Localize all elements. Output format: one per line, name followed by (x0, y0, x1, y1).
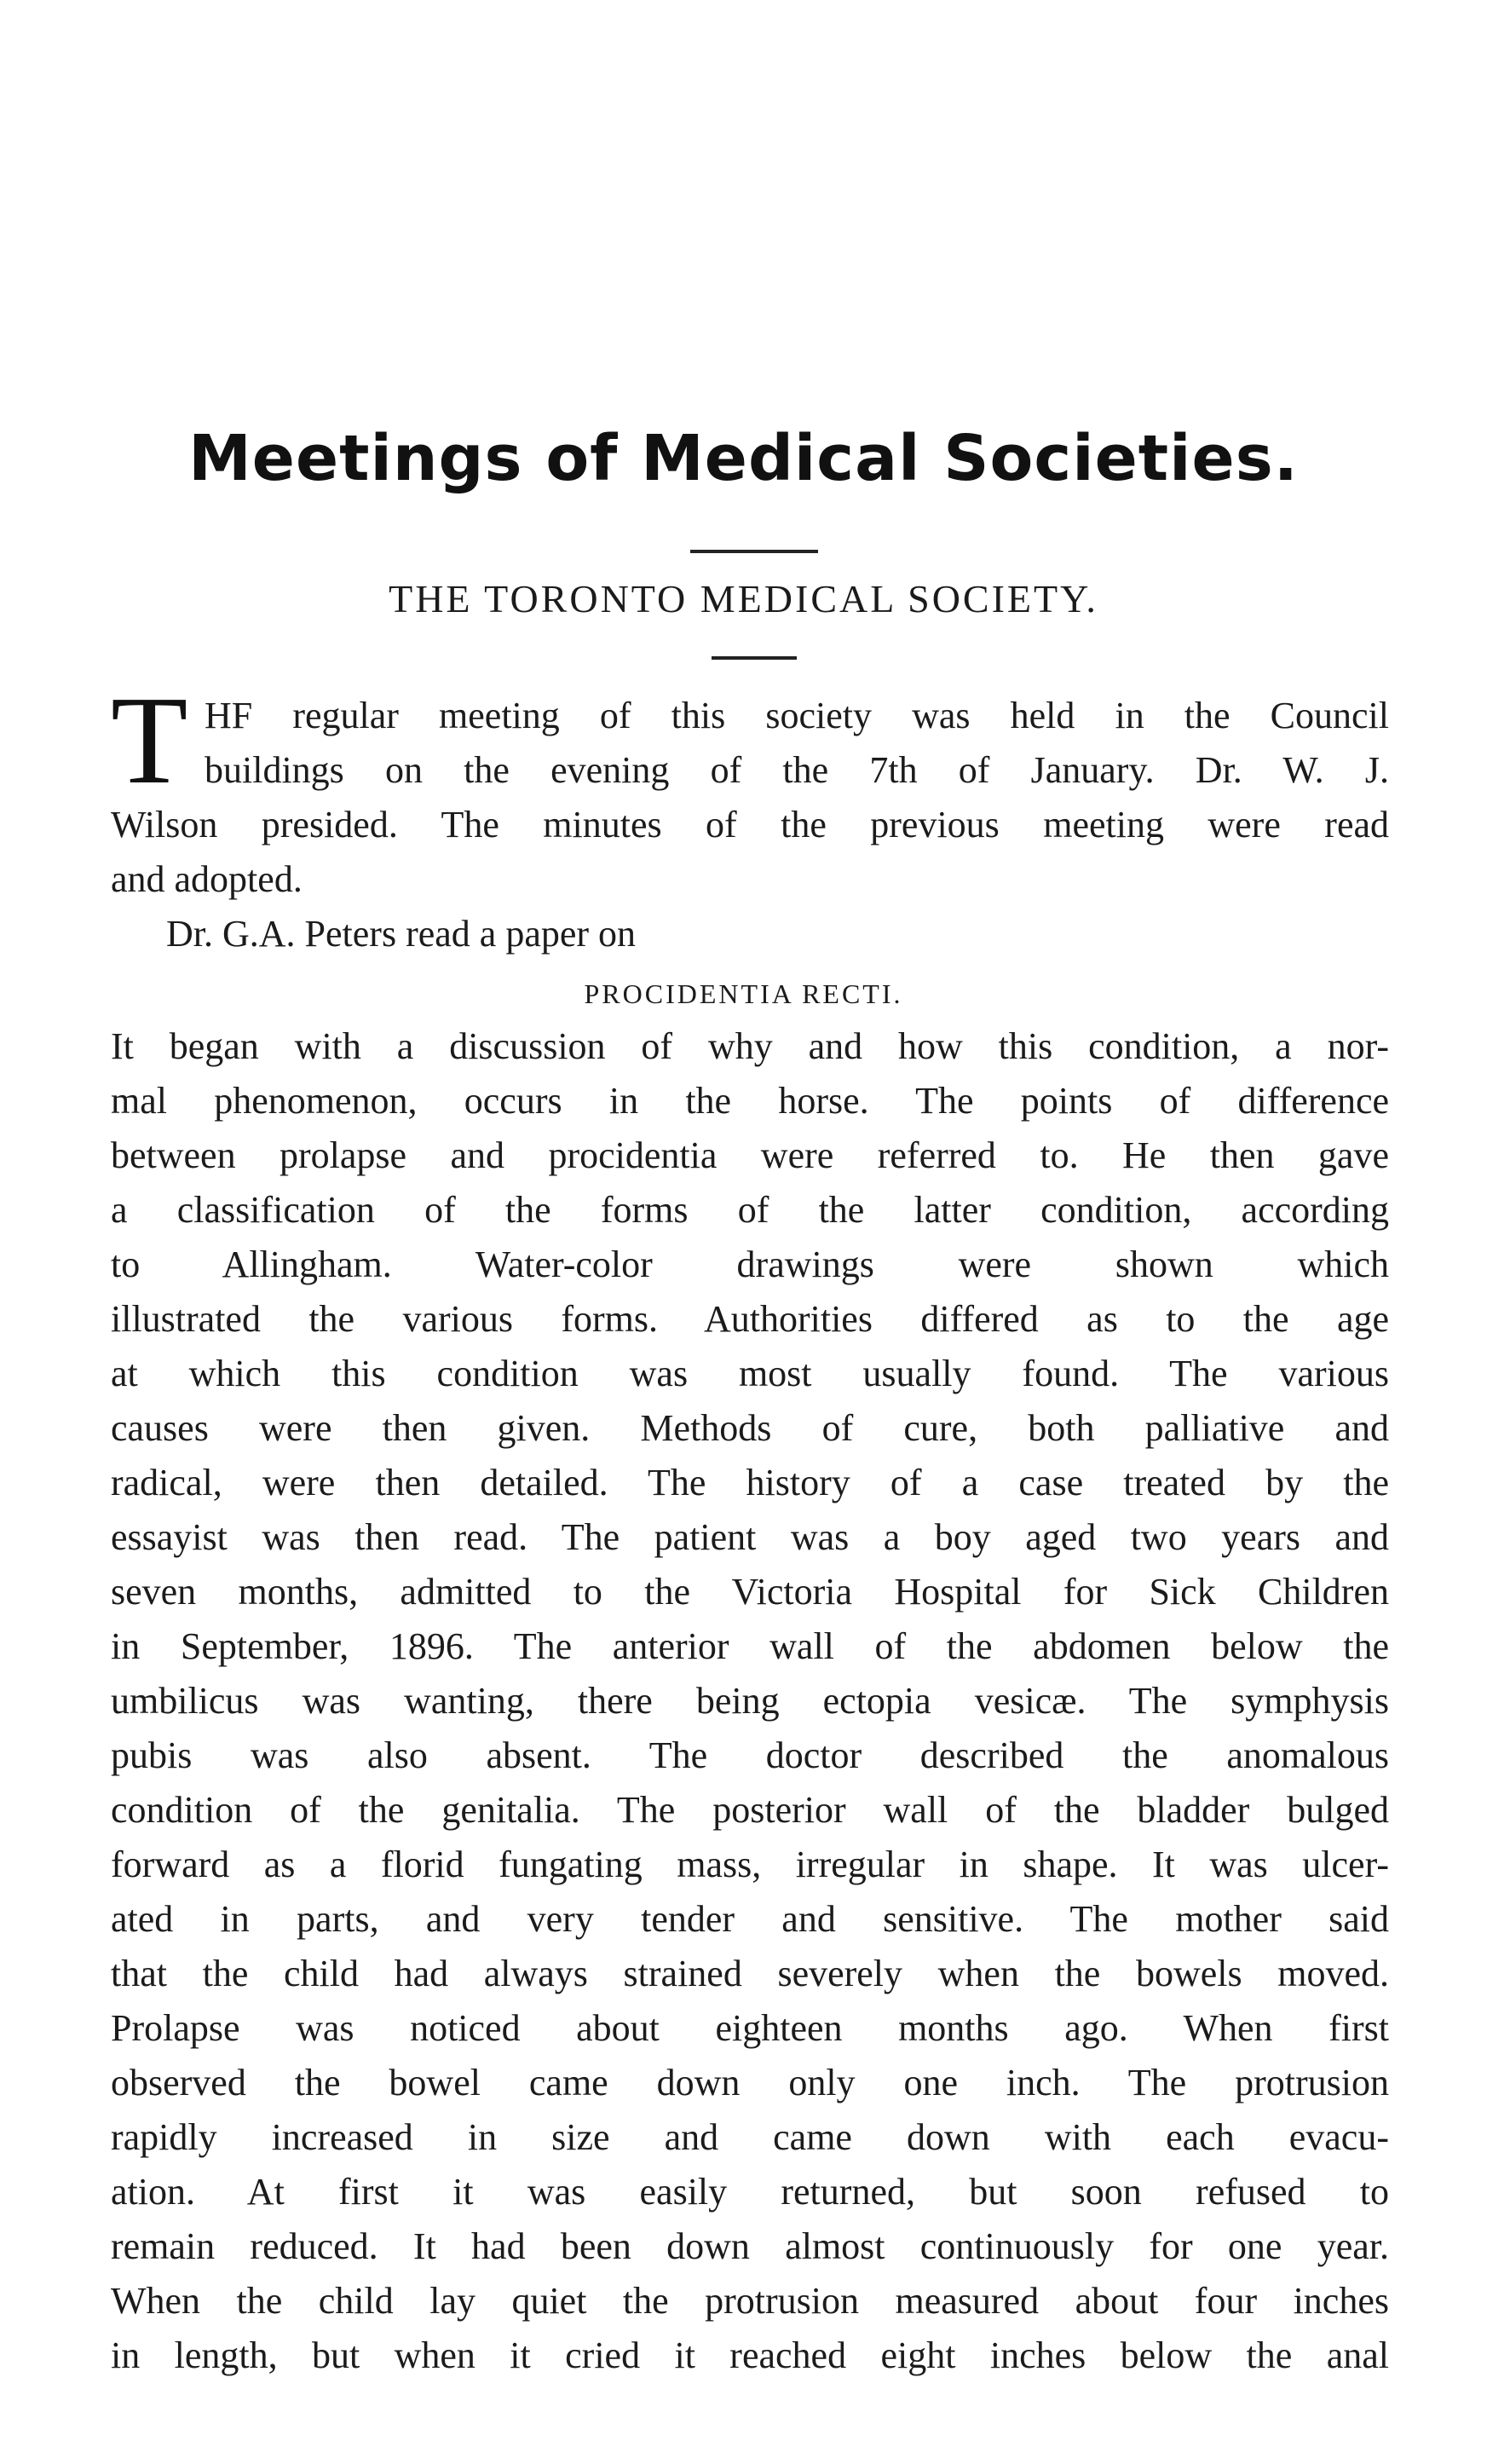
paper-line: forward as a florid fungating mass, irregular in shape. It was ulcer- (111, 1844, 1389, 1885)
paper-line: When the child lay quiet the protrusion measured about four inches (111, 2280, 1389, 2322)
society-title: THE TORONTO MEDICAL SOCIETY. (389, 577, 1098, 620)
divider-rule-bottom (712, 656, 797, 660)
paper-line: essayist was then read. The patient was a boy aged two years and (111, 1516, 1389, 1558)
paper-line: causes were then given. Methods of cure, both palliative and (111, 1407, 1389, 1449)
paper-line: rapidly increased in size and came down with each evacu- (111, 2116, 1389, 2158)
paper-line: mal phenomenon, occurs in the horse. The points of difference (111, 1080, 1389, 1122)
paper-line: a classification of the forms of the latter condition, according (111, 1189, 1389, 1231)
paper-line: in September, 1896. The anterior wall of the abdomen below the (111, 1625, 1389, 1667)
intro-line: HF regular meeting of this society was held in the Council (205, 695, 1389, 736)
paper-line: condition of the genitalia. The posterior wall of the bladder bulged (111, 1789, 1389, 1831)
paper-line: remain reduced. It had been down almost continuously for one year. (111, 2225, 1389, 2267)
paper-line: observed the bowel came down only one inch. The protrusion (111, 2062, 1389, 2103)
paper-line: at which this condition was most usually found. The various (111, 1353, 1389, 1394)
intro-line: Dr. G.A. Peters read a paper on (166, 913, 637, 955)
intro-line: buildings on the evening of the 7th of January. Dr. W. J. (205, 749, 1389, 791)
paper-line: pubis was also absent. The doctor described the anomalous (111, 1734, 1389, 1776)
paper-line: illustrated the various forms. Authorities differed as to the age (111, 1298, 1389, 1340)
divider-rule-top (690, 550, 818, 553)
paper-line: in length, but when it cried it reached eight inches below the anal (111, 2334, 1389, 2376)
paper-line: umbilicus was wanting, there being ectopia vesicæ. The symphysis (111, 1680, 1389, 1722)
paper-line: radical, were then detailed. The history of a case treated by the (111, 1462, 1389, 1503)
paper-line: seven months, admitted to the Victoria Hospital for Sick Children (111, 1571, 1389, 1613)
paper-title: PROCIDENTIA RECTI. (584, 978, 903, 1009)
paper-line: ated in parts, and very tender and sensitive. The mother said (111, 1898, 1389, 1940)
paper-line: that the child had always strained severely when the bowels moved. (111, 1953, 1389, 1994)
paper-line: Prolapse was noticed about eighteen months ago. When first (111, 2007, 1389, 2049)
paper-line: It began with a discussion of why and how this condition, a nor- (111, 1025, 1389, 1067)
intro-line: Wilson presided. The minutes of the previous meeting were read (111, 804, 1389, 845)
page-heading: Meetings of Medical Societies. (188, 422, 1299, 495)
intro-line: and adopted. (111, 858, 303, 900)
paper-line: between prolapse and procidentia were referred to. He then gave (111, 1134, 1389, 1176)
paper-line: ation. At first it was easily returned, but soon refused to (111, 2171, 1389, 2213)
paper-line: to Allingham. Water-color drawings were shown which (111, 1244, 1389, 1285)
drop-cap: T (111, 671, 188, 811)
